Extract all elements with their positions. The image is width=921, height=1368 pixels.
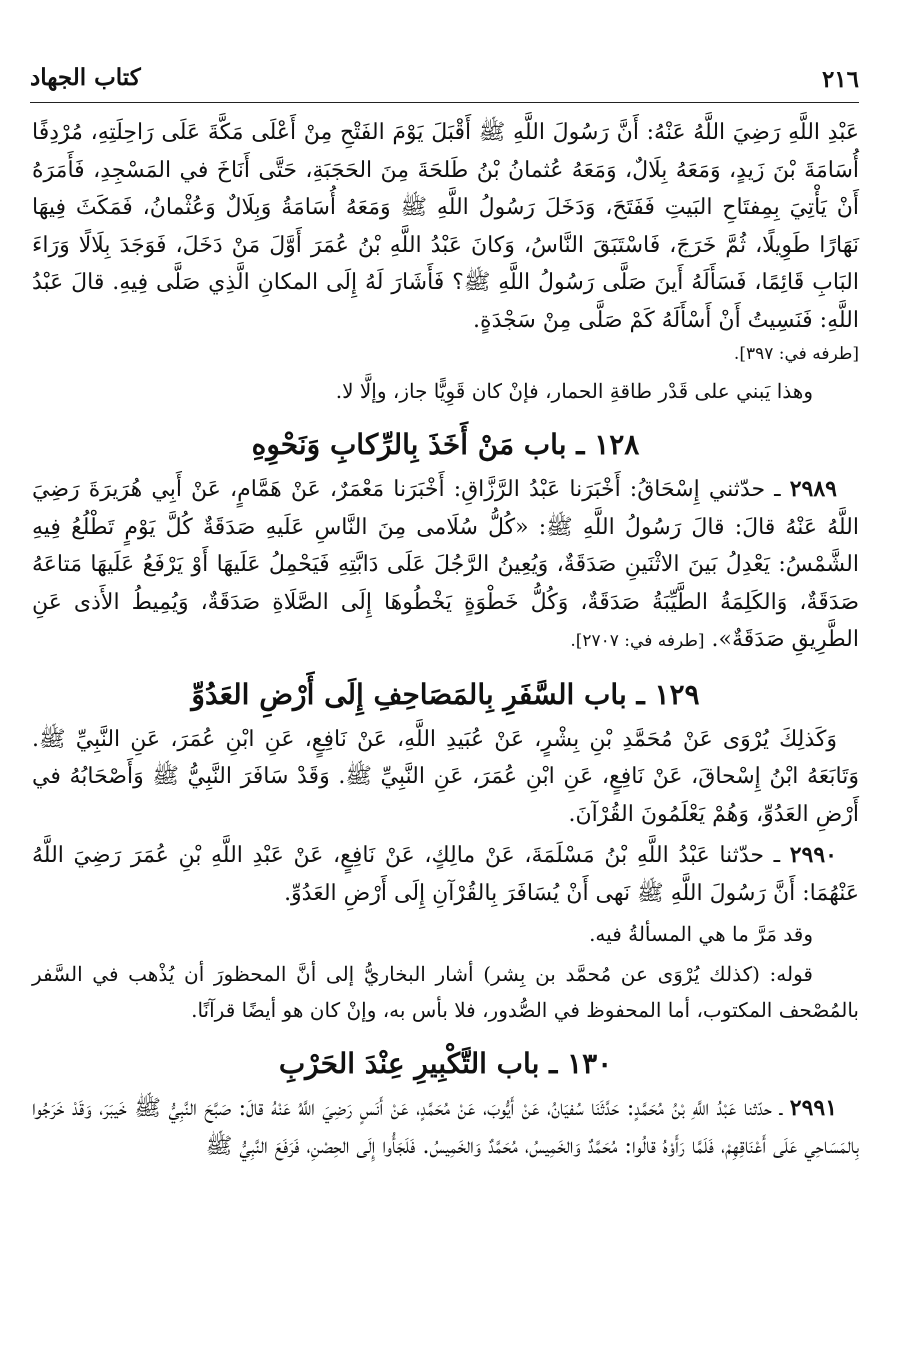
hadith-text: ـ حدّثني إِسْحَاقُ: أَخْبَرَنا عَبْدُ الرَّزَّاقِ: أَخْبَرَنا مَعْمَرٌ، عَنْ هَمَّامٍ، عَنْ أَبِي هُرَيرَةَ رَضِيَ اللَّهُ عَنْهُ قالَ: قالَ رَسُولُ اللَّهِ ﷺ: «كُلُّ سُلَامى مِنَ النَّاسِ عَلَيهِ صَدَقَةٌ كُلَّ يَوْمٍ تَطْلُعُ فِيهِ الشَّمْسُ: يَعْدِلُ بَينَ الاثْنَينِ صَدَقَةٌ، وَيُعِينُ الرَّجُلَ عَلَى دَابَّتِهِ فَيَحْمِلُ عَلَيهَا أَوْ يَرْفَعُ عَلَيهَا مَتاعَهُ صَدَقَةٌ، وَالكَلِمَةُ الطَّيِّبَةُ صَدَقَةٌ، وَكُلُّ خَطْوَةٍ يَخْطُوهَا إِلَى الصَّلَاةِ صَدَقَةٌ، وَيُمِيطُ الأَذى عَنِ الطَّرِيقِ صَدَقَةٌ». bbox=[32, 477, 859, 652]
hadith-paragraph bbox=[32, 837, 859, 912]
page-number: ٢١٦ bbox=[821, 66, 859, 93]
page-header bbox=[30, 60, 859, 100]
chapter-heading: ١٣٠ ـ باب التَّكْبِيرِ عِنْدَ الحَرْبِ bbox=[278, 1047, 613, 1080]
commentary-text: قوله: (كذلك يُرْوَى عن مُحمَّد بن بِشر) أشار البخاريُّ إلى أنَّ المحظورَ أن يُذْهب في السَّفر بالمُصْحف المكتوب، أما المحفوظ في الصُّدور، فلا بأس به، وإنْ كان هو أيضًا قرآنًا. bbox=[32, 962, 859, 1022]
header-divider bbox=[30, 102, 859, 103]
commentary-text: وقد مَرَّ ما هي المسألةُ فيه. bbox=[589, 922, 813, 946]
hadith-number: ٢٩٨٩ bbox=[789, 476, 837, 502]
hadith-number: ٢٩٩١ bbox=[789, 1095, 838, 1121]
hadith-reference: [طرفه في: ٣٩٧]. bbox=[733, 344, 859, 364]
chapter-heading: ١٢٩ ـ باب السَّفَرِ بِالمَصَاحِفِ إِلَى أَرْضِ العَدُوِّ bbox=[191, 677, 700, 711]
page-body bbox=[32, 114, 859, 1165]
chapter-intro: وَكَذلِكَ يُرْوَى عَنْ مُحَمَّدِ بْنِ بِشْرٍ، عَنْ عُبَيدِ اللَّهِ، عَنْ نَافِعٍ، عَنِ ابْنِ عُمَرَ، عَنِ النَّبِيِّ ﷺ. وَتَابَعَهُ ابْنُ إِسْحاقَ، عَنْ نَافِعٍ، عَنِ ابْنِ عُمَرَ، عَنِ النَّبِيِّ ﷺ. وَقَدْ سَافَرَ النَّبِيُّ ﷺ وَأَصْحَابُهُ في أَرْضِ العَدُوِّ، وَهُمْ يَعْلَمُونَ القُرْآنَ. bbox=[32, 726, 859, 827]
hadith-text: عَبْدِ اللَّهِ رَضِيَ اللَّهُ عَنْهُ: أَنَّ رَسُولَ اللَّهِ ﷺ أَقْبَلَ يَوْمَ الفَتْحِ مِنْ أَعْلَى مَكَّةَ عَلَى رَاحِلَتِهِ، مُرْدِفًا أُسَامَةَ بْنَ زَيدٍ، وَمَعَهُ بِلَالٌ، وَمَعَهُ عُثمانُ بْنُ طَلحَةَ مِنَ الحَجَبَةِ، حَتَّى أَنَاخَ في المَسْجِدِ، فَأَمَرَهُ أَنْ يَأْتِيَ بِمِفتَاحِ البَيتِ فَفَتَحَ، وَدَخَلَ رَسُولُ اللَّهِ ﷺ وَمَعَهُ أُسَامَةُ وَبِلَالٌ وَعُثْمانُ، فَمَكَثَ فِيهَا نَهَارًا طَوِيلًا، ثُمَّ خَرَجَ، فَاسْتَبَقَ النَّاسُ، وَكانَ عَبْدُ اللَّهِ بْنُ عُمَرَ أَوَّلَ مَنْ دَخَلَ، فَوَجَدَ بِلَالًا وَرَاءَ البَابِ قَائِمًا، فَسَأَلَهُ أَينَ صَلَّى رَسُولُ اللَّهِ ﷺ؟ فَأَشَارَ لَهُ إِلَى المكانِ الَّذِي صَلَّى فِيهِ. قالَ عَبْدُ اللَّهِ: فَنَسِيتُ أَنْ أَسْأَلَهُ كَمْ صَلَّى مِنْ سَجْدَةٍ. bbox=[32, 120, 859, 333]
hadith-text: ـ حدّثنا عَبْدُ اللَّهِ بْنُ مُحَمَّدٍ: حَدَّثَنَا سُفيَانُ، عَنْ أَيُّوبَ، عَنْ مُحَمَّدٍ، عَنْ أَنَسٍ رَضِيَ اللَّهُ عَنْهُ قالَ: صَبَّحَ النَّبِيُّ ﷺ خَيبَرَ، وَقَدْ خَرَجُوا بِالمَسَاحِي عَلَى أَعْنَاقِهِمْ، فَلَمَّا رَأَوْهُ قالُوا: مُحَمَّدٌ وَالخَمِيسُ، مُحَمَّدٌ وَالخَمِيسُ. فَلَجَأُوا إِلَى الحِصْنِ، فَرَفَعَ النَّبِيُّ ﷺ bbox=[32, 1096, 859, 1159]
hadith-text: ـ حدّثنا عَبْدُ اللَّهِ بْنُ مَسْلَمَةَ، عَنْ مالِكٍ، عَنْ نَافِعٍ، عَنْ عَبْدِ اللَّهِ بْنِ عُمَرَ رَضِيَ اللَّهُ عَنْهُمَا: أَنَّ رَسُولَ اللَّهِ ﷺ نَهى أَنْ يُسَافَرَ بِالقُرْآنِ إِلَى أَرْضِ العَدُوِّ. bbox=[32, 843, 859, 906]
commentary-text: وهذا يَبني على قَدْر طاقةِ الحمار، فإنْ كان قَوِيًّا جاز، وإلَّا لا. bbox=[335, 379, 813, 403]
hadith-paragraph bbox=[32, 1090, 859, 1165]
hadith-reference: [طرفه في: ٢٧٠٧]. bbox=[570, 631, 705, 651]
chapter-heading: ١٢٨ ـ باب مَنْ أَخَذَ بِالرِّكابِ وَنَحْوِهِ bbox=[251, 428, 640, 461]
hadith-number: ٢٩٩٠ bbox=[789, 842, 837, 868]
hadith-paragraph bbox=[32, 471, 859, 659]
running-title: كتاب الجهاد bbox=[30, 64, 141, 91]
